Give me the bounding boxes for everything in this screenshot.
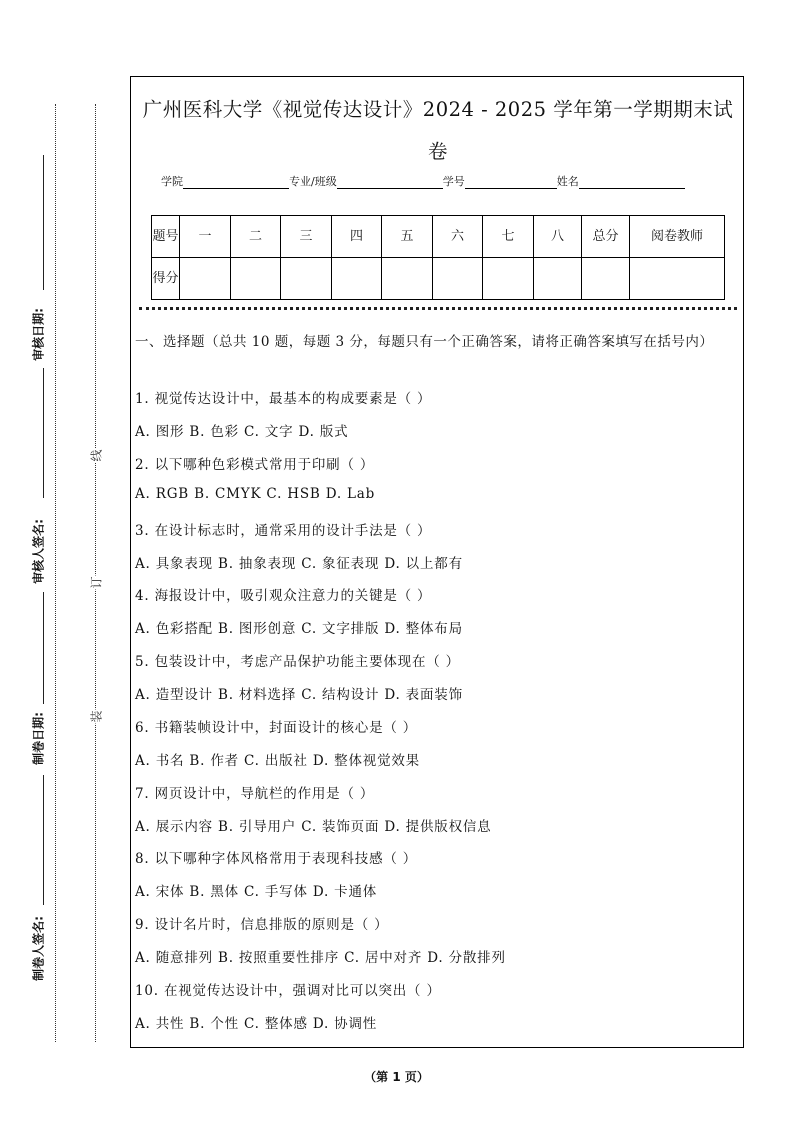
reviewer-date-line <box>43 155 44 290</box>
question-6-options: A. 书名 B. 作者 C. 出版社 D. 整体视觉效果 <box>135 753 420 769</box>
question-8: 8. 以下哪种字体风格常用于表现科技感（ ） <box>135 851 418 867</box>
score-cell[interactable] <box>433 258 483 300</box>
maker-date-label: 制卷日期: <box>31 712 46 765</box>
score-table-header-row <box>152 216 725 258</box>
exam-frame <box>130 76 744 1048</box>
score-col-7: 七 <box>483 216 534 258</box>
bind-char-zhuang: 装 <box>89 710 104 723</box>
question-2: 2. 以下哪种色彩模式常用于印刷（ ） <box>135 457 375 473</box>
score-cell[interactable] <box>534 258 582 300</box>
exam-title-line1: 广州医科大学《视觉传达设计》2024 - 2025 学年第一学期期末试 <box>142 98 734 121</box>
score-cell[interactable] <box>483 258 534 300</box>
binding-line-right <box>95 104 96 1042</box>
bind-char-ding: 订 <box>89 576 104 589</box>
question-4: 4. 海报设计中，吸引观众注意力的关键是（ ） <box>135 588 432 604</box>
name-label: 姓名 <box>556 175 579 188</box>
score-col-total: 总分 <box>582 216 630 258</box>
question-5-options: A. 造型设计 B. 材料选择 C. 结构设计 D. 表面装饰 <box>135 687 463 703</box>
question-9: 9. 设计名片时，信息排版的原则是（ ） <box>135 917 389 933</box>
question-5: 5. 包装设计中，考虑产品保护功能主要体现在（ ） <box>135 654 460 670</box>
score-col-6: 六 <box>433 216 483 258</box>
section1-heading: 一、选择题（总共 10 题，每题 3 分，每题只有一个正确答案，请将正确答案填写在括号内） <box>135 334 714 350</box>
student-info-row <box>161 173 685 189</box>
score-col-3: 三 <box>281 216 332 258</box>
exam-title <box>131 89 745 173</box>
score-col-2: 二 <box>231 216 281 258</box>
college-field[interactable] <box>183 176 289 189</box>
question-8-options: A. 宋体 B. 黑体 C. 手写体 D. 卡通体 <box>135 884 378 900</box>
question-3: 3. 在设计标志时，通常采用的设计手法是（ ） <box>135 523 432 539</box>
question-3-options: A. 具象表现 B. 抽象表现 C. 象征表现 D. 以上都有 <box>135 556 463 572</box>
reviewer-sign-label: 审核人签名: <box>31 519 46 584</box>
score-table-value-row <box>152 258 725 300</box>
maker-sign-line <box>43 775 44 905</box>
score-col-1: 一 <box>180 216 231 258</box>
question-1-options: A. 图形 B. 色彩 C. 文字 D. 版式 <box>135 424 349 440</box>
score-cell[interactable] <box>382 258 433 300</box>
maker-sign-label: 制卷人签名: <box>31 916 46 981</box>
score-col-5: 五 <box>382 216 433 258</box>
score-col-8: 八 <box>534 216 582 258</box>
score-col-4: 四 <box>332 216 382 258</box>
score-cell[interactable] <box>231 258 281 300</box>
score-row-label-number: 题号 <box>152 216 180 258</box>
question-6: 6. 书籍装帧设计中，封面设计的核心是（ ） <box>135 720 418 736</box>
question-2-options: A. RGB B. CMYK C. HSB D. Lab <box>135 486 376 502</box>
binding-line-left <box>55 104 56 1042</box>
question-10: 10. 在视觉传达设计中，强调对比可以突出（ ） <box>135 983 441 999</box>
reviewer-sign-line <box>43 368 44 498</box>
student-id-label: 学号 <box>442 175 465 188</box>
score-cell[interactable] <box>332 258 382 300</box>
question-7: 7. 网页设计中，导航栏的作用是（ ） <box>135 786 375 802</box>
score-table <box>151 215 725 300</box>
page-number: （第 1 页） <box>364 1070 429 1084</box>
name-field[interactable] <box>579 176 685 189</box>
exam-title-line2: 卷 <box>427 140 448 163</box>
score-row-label-score: 得分 <box>152 258 180 300</box>
major-field[interactable] <box>337 176 443 189</box>
question-4-options: A. 色彩搭配 B. 图形创意 C. 文字排版 D. 整体布局 <box>135 621 463 637</box>
maker-date-line <box>43 592 44 704</box>
score-cell[interactable] <box>582 258 630 300</box>
question-7-options: A. 展示内容 B. 引导用户 C. 装饰页面 D. 提供版权信息 <box>135 819 492 835</box>
score-cell[interactable] <box>281 258 332 300</box>
college-label: 学院 <box>161 175 183 188</box>
dotted-separator <box>139 307 737 310</box>
score-cell[interactable] <box>180 258 231 300</box>
bind-char-xian: 线 <box>89 449 104 462</box>
question-9-options: A. 随意排列 B. 按照重要性排序 C. 居中对齐 D. 分散排列 <box>135 950 506 966</box>
question-10-options: A. 共性 B. 个性 C. 整体感 D. 协调性 <box>135 1016 378 1032</box>
student-id-field[interactable] <box>465 176 557 189</box>
question-1: 1. 视觉传达设计中，最基本的构成要素是（ ） <box>135 391 432 407</box>
score-cell[interactable] <box>630 258 725 300</box>
reviewer-date-label: 审核日期: <box>31 308 46 361</box>
major-label: 专业/班级 <box>289 175 337 188</box>
score-col-grader: 阅卷教师 <box>630 216 725 258</box>
